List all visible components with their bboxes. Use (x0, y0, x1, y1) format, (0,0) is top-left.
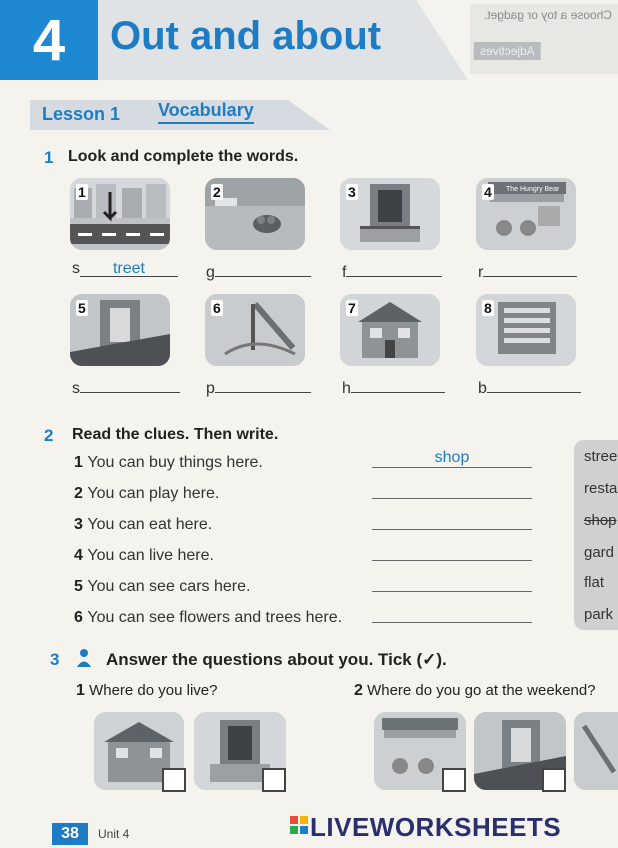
answer-line-6[interactable] (372, 604, 532, 623)
exercise-1-number: 1 (44, 148, 54, 167)
word-box-item-used: shop (584, 512, 617, 529)
question-text: Where do you go at the weekend? (367, 682, 596, 699)
question-2 (354, 682, 596, 700)
word-item-7 (342, 376, 445, 398)
answer-text: shop (434, 449, 470, 466)
clue-row-2 (74, 485, 219, 503)
word-start: h (342, 380, 351, 397)
picture-house (340, 294, 440, 366)
clue-text: You can eat here. (87, 516, 213, 533)
picture-number: 7 (348, 300, 356, 316)
lesson-label: Lesson 1 (42, 104, 121, 124)
word-item-4 (478, 260, 577, 282)
word-start: p (206, 380, 215, 397)
word-item-8 (478, 376, 581, 398)
clue-number: 3 (74, 516, 83, 533)
answer-text: treet (112, 260, 145, 277)
clue-text: You can see flowers and trees here. (87, 609, 343, 626)
clue-number: 6 (74, 609, 83, 626)
tick-box-restaurant[interactable] (442, 768, 466, 792)
exercise-1-instruction: Look and complete the words. (68, 148, 299, 165)
word-start: g (206, 264, 215, 281)
clue-row-6 (74, 609, 342, 627)
picture-garden (205, 178, 305, 250)
picture-number: 2 (213, 184, 221, 200)
question-number: 1 (76, 682, 85, 699)
unit-title: Out and about (110, 14, 382, 58)
clue-number: 1 (74, 454, 83, 471)
clue-number: 4 (74, 547, 83, 564)
clue-number: 2 (74, 485, 83, 502)
tick-box-house[interactable] (162, 768, 186, 792)
word-box-item: gard (584, 544, 615, 561)
picture-shop (70, 294, 170, 366)
tick-box-flat[interactable] (262, 768, 286, 792)
unit-number-badge (0, 0, 98, 80)
picture-number: 1 (78, 184, 86, 200)
word-box-item: stree (584, 448, 618, 465)
word-blank-6[interactable] (215, 376, 311, 393)
word-box (574, 440, 618, 630)
answer-line-3[interactable] (372, 511, 532, 530)
word-box-item: park (584, 606, 614, 623)
page-number: 38 (52, 823, 88, 845)
clue-text: You can see cars here. (87, 578, 251, 595)
sign-text: The Hungry Bear (506, 186, 560, 193)
exercise-2-number: 2 (44, 426, 54, 445)
word-item-2 (206, 260, 311, 282)
word-start: s (72, 380, 80, 397)
picture-number: 3 (348, 184, 356, 200)
exercise-3-instruction: Answer the questions about you. Tick (✓). (106, 650, 447, 669)
word-item-1 (72, 260, 178, 278)
park-illustration (574, 712, 618, 790)
word-start: f (342, 264, 347, 281)
clue-row-4 (74, 547, 214, 565)
answer-line-4[interactable] (372, 542, 532, 561)
picture-number: 6 (213, 300, 221, 316)
picture-number: 5 (78, 300, 86, 316)
clue-text: You can play here. (87, 485, 220, 502)
answer-line-2[interactable] (372, 480, 532, 499)
picture-restaurant (476, 178, 576, 250)
bleed-through-text (470, 4, 618, 74)
word-blank-7[interactable] (351, 376, 445, 393)
answer-line-5[interactable] (372, 573, 532, 592)
word-blank-2[interactable] (215, 260, 311, 277)
picture-block-of-flats (476, 294, 576, 366)
question-1 (76, 682, 217, 700)
lesson-type: Vocabulary (158, 100, 254, 124)
person-icon (76, 648, 92, 673)
word-item-3 (342, 260, 442, 282)
word-item-5 (72, 376, 180, 398)
word-start: b (478, 380, 487, 397)
mirror-text: Choose a toy or gadget. (483, 8, 612, 22)
liveworksheets-logo-icon (290, 816, 308, 839)
clue-text: You can live here. (87, 547, 214, 564)
liveworksheets-brand: LIVEWORKSHEETS (310, 812, 562, 842)
question-text: Where do you live? (89, 682, 218, 699)
exercise-3-number: 3 (50, 650, 60, 669)
clue-row-5 (74, 578, 250, 596)
word-blank-3[interactable] (346, 260, 442, 277)
picture-number: 4 (484, 184, 492, 200)
answer-line-1[interactable] (372, 449, 532, 468)
word-box-item: resta (584, 480, 618, 497)
question-number: 2 (354, 682, 363, 699)
word-item-6 (206, 376, 311, 398)
word-blank-8[interactable] (487, 376, 581, 393)
unit-number: 4 (32, 7, 66, 73)
word-box-item: flat (584, 574, 605, 591)
mirror-label: Adjectives (474, 42, 541, 60)
footer-unit: Unit 4 (98, 827, 130, 841)
tick-box-shop[interactable] (542, 768, 566, 792)
picture-park (205, 294, 305, 366)
word-blank-4[interactable] (483, 260, 577, 277)
picture-flat (340, 178, 440, 250)
clue-row-3 (74, 516, 212, 534)
picture-street (70, 178, 170, 250)
option-park (574, 712, 618, 790)
clue-number: 5 (74, 578, 83, 595)
picture-number: 8 (484, 300, 492, 316)
clue-text: You can buy things here. (87, 454, 263, 471)
word-blank-5[interactable] (80, 376, 180, 393)
word-blank-1[interactable] (80, 260, 178, 277)
clue-row-1 (74, 454, 263, 472)
exercise-2-instruction: Read the clues. Then write. (72, 426, 279, 443)
word-start: s (72, 260, 80, 277)
word-start: r (478, 264, 484, 281)
